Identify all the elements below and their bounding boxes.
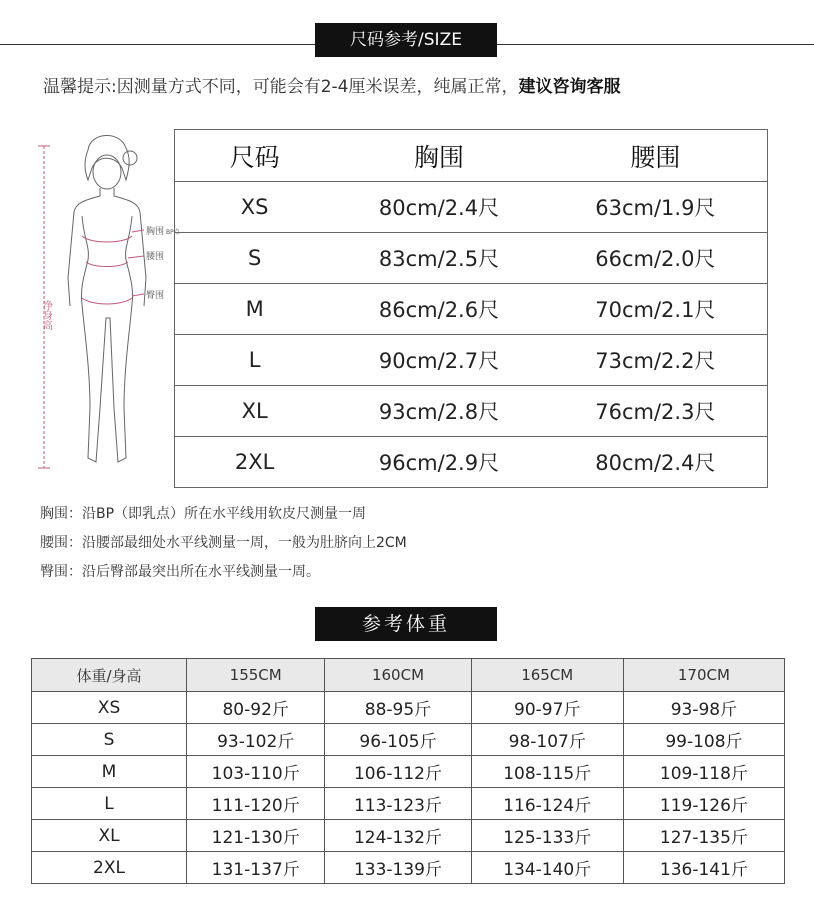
height-155-header: 155CM — [187, 659, 325, 692]
size-cell: 2XL — [32, 852, 187, 884]
weight-section-title: 参考体重 — [315, 607, 497, 641]
bust-cell: 83cm/2.5尺 — [334, 233, 543, 284]
weight-cell: 88-95斤 — [325, 692, 471, 724]
weight-cell: 136-141斤 — [623, 852, 784, 884]
size-section-title: 尺码参考/SIZE — [315, 23, 497, 57]
size-cell: 2XL — [175, 437, 335, 488]
table-row — [175, 182, 768, 233]
weight-cell: 106-112斤 — [325, 756, 471, 788]
table-row — [32, 724, 785, 756]
table-row — [175, 437, 768, 488]
size-cell: L — [175, 335, 335, 386]
weight-chart-table — [31, 658, 785, 884]
size-table-header-row — [175, 130, 768, 182]
notice-contact-service: 建议咨询客服 — [518, 77, 621, 97]
waist-line — [86, 262, 128, 267]
weight-cell: 134-140斤 — [471, 852, 623, 884]
table-row — [175, 233, 768, 284]
body-outline — [81, 216, 132, 462]
size-chart-table — [174, 129, 768, 488]
size-cell: S — [32, 724, 187, 756]
size-cell: M — [32, 756, 187, 788]
table-row — [32, 788, 785, 820]
height-label: 净身高 — [40, 300, 52, 330]
size-cell: XS — [175, 182, 335, 233]
bust-line — [82, 236, 132, 242]
size-cell: XL — [32, 820, 187, 852]
hip-pointer — [132, 294, 144, 296]
waist-label: 腰围 — [146, 252, 165, 262]
table-row — [175, 335, 768, 386]
height-170-header: 170CM — [623, 659, 784, 692]
body-measurement-figure — [30, 128, 180, 473]
notice-text — [43, 72, 621, 97]
measurement-notes — [40, 500, 407, 587]
waist-header: 腰围 — [544, 130, 768, 182]
weight-cell: 98-107斤 — [471, 724, 623, 756]
weight-cell: 124-132斤 — [325, 820, 471, 852]
size-header: 尺码 — [175, 130, 335, 182]
hair-bun — [123, 151, 137, 165]
weight-cell: 113-123斤 — [325, 788, 471, 820]
weight-cell: 103-110斤 — [187, 756, 325, 788]
bust-label: 胸围 — [146, 227, 165, 237]
size-cell: M — [175, 284, 335, 335]
head-outline — [93, 155, 121, 189]
table-row — [175, 284, 768, 335]
bust-cell: 80cm/2.4尺 — [334, 182, 543, 233]
weight-cell: 131-137斤 — [187, 852, 325, 884]
bust-note: 胸围：沿BP（即乳点）所在水平线用软皮尺测量一周 — [40, 506, 367, 522]
waist-cell: 70cm/2.1尺 — [544, 284, 768, 335]
weight-cell: 125-133斤 — [471, 820, 623, 852]
weight-cell: 111-120斤 — [187, 788, 325, 820]
bp-label: BP点 — [166, 229, 180, 236]
weight-cell: 90-97斤 — [471, 692, 623, 724]
hip-note: 臀围：沿后臀部最突出所在水平线测量一周。 — [40, 564, 320, 580]
table-row — [32, 692, 785, 724]
weight-cell: 99-108斤 — [623, 724, 784, 756]
weight-cell: 116-124斤 — [471, 788, 623, 820]
table-row — [32, 820, 785, 852]
waist-cell: 66cm/2.0尺 — [544, 233, 768, 284]
weight-cell: 133-139斤 — [325, 852, 471, 884]
weight-cell: 121-130斤 — [187, 820, 325, 852]
weight-cell: 93-102斤 — [187, 724, 325, 756]
bust-cell: 90cm/2.7尺 — [334, 335, 543, 386]
waist-cell: 73cm/2.2尺 — [544, 335, 768, 386]
height-165-header: 165CM — [471, 659, 623, 692]
waist-note: 腰围：沿腰部最细处水平线测量一周，一般为肚脐向上2CM — [40, 535, 407, 551]
bust-cell: 86cm/2.6尺 — [334, 284, 543, 335]
hip-label: 臀围 — [146, 291, 165, 301]
weight-table-header-row — [32, 659, 785, 692]
weight-cell: 93-98斤 — [623, 692, 784, 724]
bust-header: 胸围 — [334, 130, 543, 182]
table-row — [175, 386, 768, 437]
size-cell: XS — [32, 692, 187, 724]
weight-cell: 127-135斤 — [623, 820, 784, 852]
table-row — [32, 852, 785, 884]
size-cell: L — [32, 788, 187, 820]
waist-cell: 76cm/2.3尺 — [544, 386, 768, 437]
weight-cell: 80-92斤 — [187, 692, 325, 724]
weight-height-header: 体重/身高 — [32, 659, 187, 692]
weight-cell: 119-126斤 — [623, 788, 784, 820]
waist-cell: 63cm/1.9尺 — [544, 182, 768, 233]
weight-cell: 109-118斤 — [623, 756, 784, 788]
height-160-header: 160CM — [325, 659, 471, 692]
bust-cell: 93cm/2.8尺 — [334, 386, 543, 437]
size-cell: XL — [175, 386, 335, 437]
table-row — [32, 756, 785, 788]
hip-line — [82, 298, 132, 304]
notice-prefix: 温馨提示:因测量方式不同，可能会有2-4厘米误差，纯属正常， — [43, 77, 519, 97]
weight-cell: 96-105斤 — [325, 724, 471, 756]
waist-pointer — [128, 256, 144, 258]
weight-cell: 108-115斤 — [471, 756, 623, 788]
bust-cell: 96cm/2.9尺 — [334, 437, 543, 488]
arms-outline — [68, 188, 146, 306]
waist-cell: 80cm/2.4尺 — [544, 437, 768, 488]
size-cell: S — [175, 233, 335, 284]
